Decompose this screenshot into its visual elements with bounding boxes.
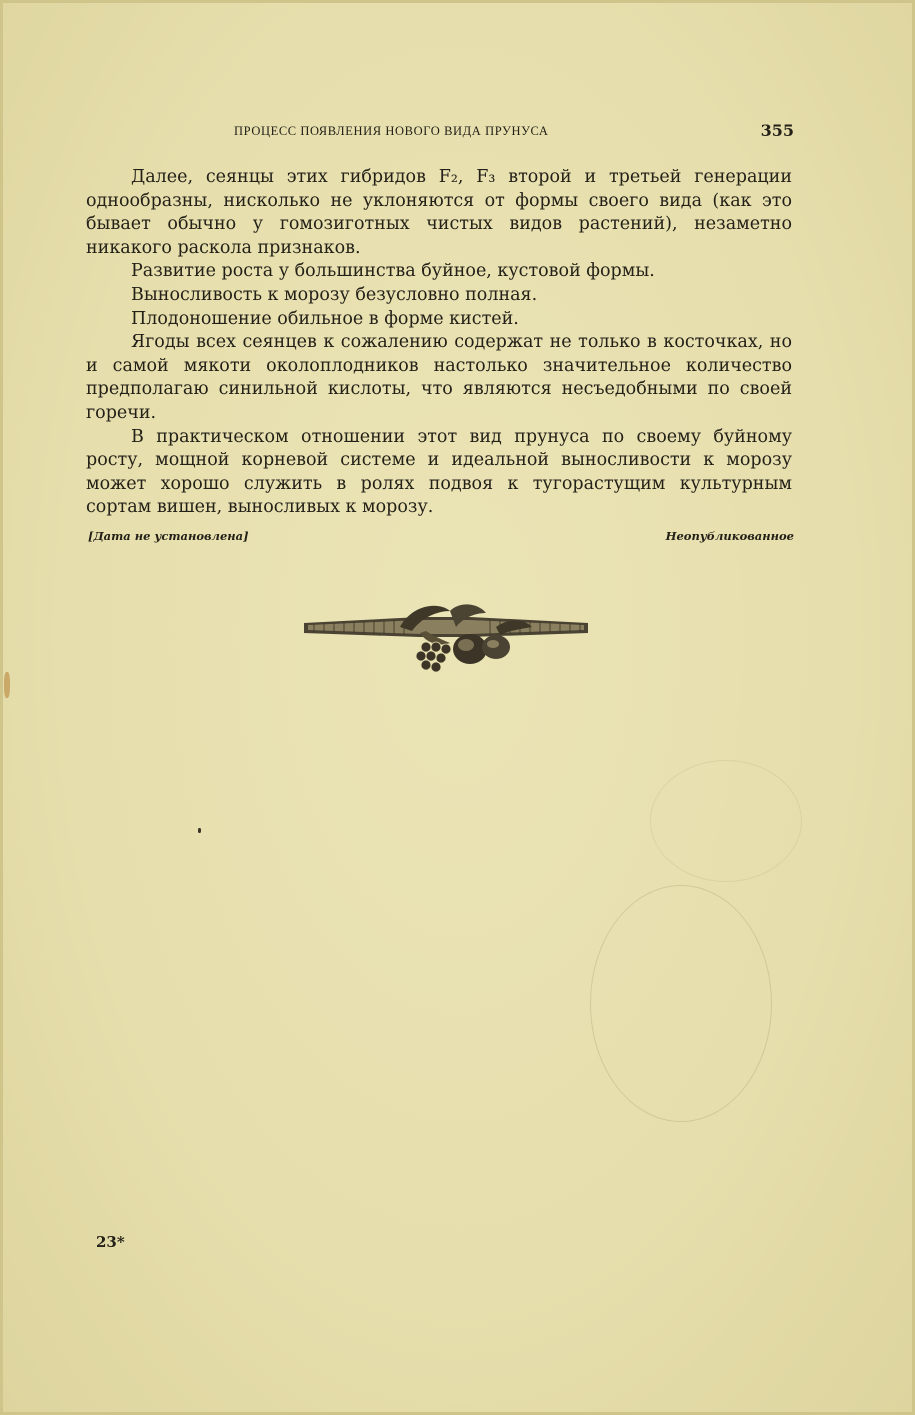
- signature-mark: 23*: [96, 1233, 125, 1251]
- paragraph: Выносливость к морозу безусловно полная.: [131, 284, 538, 305]
- floral-fruit-ornament-icon: [300, 597, 592, 677]
- date-note: [Дата не установлена]: [88, 529, 249, 543]
- bleed-through-shape: [650, 760, 802, 882]
- bleed-through-shape: [590, 885, 772, 1122]
- paragraph: Далее, сеянцы этих гибридов F₂, F₃ второй и третьей генерации однообразны, нисколько не уклоняются от формы своего вида (как это бывает обычно у гомозиготных чистых видов растений), незаметно никакого раскола признаков.: [86, 167, 792, 258]
- page-number: 355: [760, 121, 794, 140]
- paragraph: Плодоношение обильное в форме кистей.: [131, 308, 519, 329]
- running-title: ПРОЦЕСС ПОЯВЛЕНИЯ НОВОГО ВИДА ПРУНУСА: [234, 124, 549, 138]
- publication-note: Неопубликованное: [665, 529, 794, 543]
- body-text: [86, 166, 792, 520]
- paragraph: Развитие роста у большинства буйное, кустовой формы.: [131, 261, 655, 282]
- paragraph: В практическом отношении этот вид прунуса по своему буйному росту, мощной корневой системе и идеальной выносливости к морозу может хорошо служить в ролях подвоя к тугорастущим культурным сортам вишен, выносливых к морозу.: [86, 426, 792, 518]
- paper-speck: [198, 828, 201, 833]
- running-head: [130, 121, 794, 144]
- paper-speck: [4, 672, 10, 698]
- source-note-row: [88, 529, 794, 547]
- paragraph: Ягоды всех сеянцев к сожалению содержат не только в косточках, но и самой мякоти околоплодников настолько значительное количество предполагаю синильной кислоты, что являются несъедобными по своей горечи.: [86, 332, 792, 423]
